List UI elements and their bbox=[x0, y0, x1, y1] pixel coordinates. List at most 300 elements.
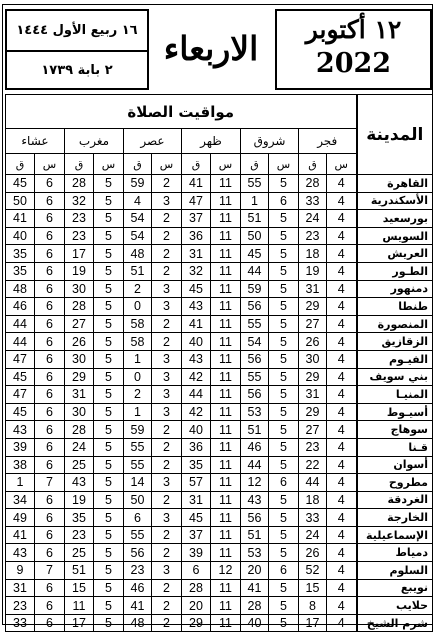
minute-cell: 28 bbox=[299, 175, 327, 193]
hour-cell: 4 bbox=[327, 403, 357, 421]
minute-cell: 41 bbox=[124, 597, 152, 615]
minute-cell: 6 bbox=[182, 562, 211, 580]
minute-cell: 53 bbox=[241, 403, 269, 421]
hour-cell: 7 bbox=[35, 474, 65, 492]
minute-cell: 0 bbox=[124, 298, 152, 316]
city-name: أسيـوط bbox=[357, 403, 433, 421]
minute-cell: 37 bbox=[182, 526, 211, 544]
table-row bbox=[6, 192, 433, 210]
hour-cell: 11 bbox=[211, 175, 241, 193]
table-row bbox=[6, 562, 433, 580]
minute-cell: 31 bbox=[6, 579, 35, 597]
hour-cell: 3 bbox=[152, 298, 182, 316]
minute-cell: 59 bbox=[241, 280, 269, 298]
prayer-header: عشاء bbox=[6, 129, 65, 154]
hour-cell: 6 bbox=[35, 315, 65, 333]
minute-cell: 15 bbox=[299, 579, 327, 597]
table-row bbox=[6, 579, 433, 597]
hour-cell: 6 bbox=[35, 245, 65, 263]
minute-cell: 49 bbox=[6, 509, 35, 527]
hour-cell: 5 bbox=[269, 262, 299, 280]
hour-cell: 4 bbox=[327, 597, 357, 615]
minute-cell: 44 bbox=[299, 474, 327, 492]
minute-cell: 20 bbox=[241, 562, 269, 580]
hour-cell: 3 bbox=[152, 509, 182, 527]
minute-cell: 19 bbox=[65, 491, 94, 509]
minute-cell: 56 bbox=[241, 386, 269, 404]
minute-cell: 28 bbox=[241, 597, 269, 615]
table-row bbox=[6, 509, 433, 527]
hour-cell: 3 bbox=[152, 192, 182, 210]
city-name: دمنهور bbox=[357, 280, 433, 298]
hour-cell: 5 bbox=[94, 368, 124, 386]
minute-cell: 43 bbox=[6, 421, 35, 439]
minute-cell: 31 bbox=[182, 491, 211, 509]
hour-cell: 5 bbox=[94, 386, 124, 404]
minute-cell: 40 bbox=[182, 421, 211, 439]
minute-cell: 55 bbox=[241, 368, 269, 386]
hour-cell: 6 bbox=[35, 509, 65, 527]
hour-cell: 2 bbox=[152, 438, 182, 456]
hour-cell: 5 bbox=[269, 333, 299, 351]
minute-cell: 47 bbox=[6, 386, 35, 404]
table-row bbox=[6, 175, 433, 193]
hour-cell: 5 bbox=[94, 298, 124, 316]
minute-cell: 25 bbox=[65, 456, 94, 474]
city-name: دمياط bbox=[357, 544, 433, 562]
hour-cell: 4 bbox=[327, 438, 357, 456]
table-row bbox=[6, 403, 433, 421]
minute-cell: 33 bbox=[6, 614, 35, 632]
hour-cell: 6 bbox=[35, 386, 65, 404]
minute-cell: 56 bbox=[241, 509, 269, 527]
minute-cell: 23 bbox=[6, 597, 35, 615]
hour-cell: 5 bbox=[94, 526, 124, 544]
hour-cell: 4 bbox=[327, 315, 357, 333]
minute-cell: 29 bbox=[299, 368, 327, 386]
hour-cell: 5 bbox=[94, 210, 124, 228]
hour-cell: 6 bbox=[35, 280, 65, 298]
minute-cell: 45 bbox=[182, 280, 211, 298]
hour-cell: 11 bbox=[211, 298, 241, 316]
table-row bbox=[6, 333, 433, 351]
minute-cell: 30 bbox=[65, 403, 94, 421]
hour-cell: 4 bbox=[327, 562, 357, 580]
city-name: طنطا bbox=[357, 298, 433, 316]
hour-cell: 11 bbox=[211, 403, 241, 421]
minute-cell: 28 bbox=[65, 421, 94, 439]
table-row bbox=[6, 227, 433, 245]
minute-cell: 26 bbox=[299, 333, 327, 351]
city-name: بورسعيد bbox=[357, 210, 433, 228]
minute-cell: 1 bbox=[241, 192, 269, 210]
hour-cell: 5 bbox=[94, 509, 124, 527]
hour-cell: 5 bbox=[94, 192, 124, 210]
hour-cell: 5 bbox=[269, 614, 299, 632]
hour-cell: 6 bbox=[35, 333, 65, 351]
minute-cell: 32 bbox=[65, 192, 94, 210]
table-row bbox=[6, 474, 433, 492]
hour-cell: 5 bbox=[269, 280, 299, 298]
hour-cell: 4 bbox=[327, 333, 357, 351]
city-name: القاهرة bbox=[357, 175, 433, 193]
minute-cell: 46 bbox=[6, 298, 35, 316]
hour-cell: 5 bbox=[269, 210, 299, 228]
hour-cell: 2 bbox=[152, 175, 182, 193]
table-row bbox=[6, 210, 433, 228]
minute-cell: 51 bbox=[241, 526, 269, 544]
table-row bbox=[6, 298, 433, 316]
hour-cell: 6 bbox=[35, 456, 65, 474]
hour-cell: 5 bbox=[94, 403, 124, 421]
hour-cell: 4 bbox=[327, 227, 357, 245]
hour-cell: 5 bbox=[94, 474, 124, 492]
hour-cell: 6 bbox=[35, 544, 65, 562]
minute-cell: 54 bbox=[241, 333, 269, 351]
minute-cell: 19 bbox=[65, 262, 94, 280]
city-name: الطـور bbox=[357, 262, 433, 280]
minute-cell: 54 bbox=[124, 210, 152, 228]
minute-cell: 39 bbox=[6, 438, 35, 456]
minute-cell: 56 bbox=[241, 350, 269, 368]
minute-cell: 55 bbox=[124, 456, 152, 474]
minute-cell: 59 bbox=[124, 175, 152, 193]
table-title: مواقيت الصلاة bbox=[6, 95, 357, 129]
minute-cell: 33 bbox=[299, 192, 327, 210]
minute-cell: 9 bbox=[6, 562, 35, 580]
prayer-header: ظهر bbox=[182, 129, 241, 154]
minute-unit-header: ق bbox=[182, 154, 211, 175]
hour-cell: 5 bbox=[94, 614, 124, 632]
minute-cell: 45 bbox=[241, 245, 269, 263]
hour-cell: 5 bbox=[269, 350, 299, 368]
hour-cell: 5 bbox=[94, 315, 124, 333]
minute-cell: 44 bbox=[241, 456, 269, 474]
hour-cell: 4 bbox=[327, 386, 357, 404]
hour-cell: 2 bbox=[152, 579, 182, 597]
city-name: شرم الشيخ bbox=[357, 614, 433, 632]
hour-cell: 5 bbox=[269, 298, 299, 316]
hour-cell: 2 bbox=[152, 333, 182, 351]
table-row bbox=[6, 614, 433, 632]
hour-cell: 2 bbox=[152, 526, 182, 544]
hour-cell: 2 bbox=[152, 421, 182, 439]
hour-cell: 11 bbox=[211, 509, 241, 527]
hour-cell: 6 bbox=[35, 597, 65, 615]
hour-cell: 5 bbox=[94, 421, 124, 439]
hour-cell: 11 bbox=[211, 597, 241, 615]
minute-cell: 41 bbox=[241, 579, 269, 597]
hour-cell: 5 bbox=[269, 544, 299, 562]
hour-cell: 5 bbox=[269, 421, 299, 439]
hour-cell: 11 bbox=[211, 456, 241, 474]
hour-unit-header: س bbox=[327, 154, 357, 175]
minute-cell: 6 bbox=[124, 509, 152, 527]
minute-cell: 41 bbox=[182, 315, 211, 333]
hour-cell: 4 bbox=[327, 280, 357, 298]
hour-cell: 6 bbox=[35, 403, 65, 421]
hour-cell: 4 bbox=[327, 491, 357, 509]
minute-cell: 40 bbox=[6, 227, 35, 245]
hour-cell: 2 bbox=[152, 210, 182, 228]
minute-cell: 35 bbox=[6, 262, 35, 280]
minute-cell: 46 bbox=[124, 579, 152, 597]
minute-cell: 35 bbox=[6, 245, 35, 263]
minute-cell: 47 bbox=[182, 192, 211, 210]
hour-cell: 5 bbox=[94, 245, 124, 263]
hour-cell: 2 bbox=[152, 597, 182, 615]
hour-cell: 2 bbox=[152, 456, 182, 474]
minute-cell: 29 bbox=[299, 298, 327, 316]
minute-unit-header: ق bbox=[124, 154, 152, 175]
minute-cell: 28 bbox=[65, 175, 94, 193]
hour-cell: 2 bbox=[152, 227, 182, 245]
city-name: العريش bbox=[357, 245, 433, 263]
hour-cell: 6 bbox=[35, 262, 65, 280]
hour-cell: 4 bbox=[327, 350, 357, 368]
minute-cell: 43 bbox=[6, 544, 35, 562]
hour-cell: 11 bbox=[211, 245, 241, 263]
hour-cell: 4 bbox=[327, 368, 357, 386]
minute-cell: 51 bbox=[124, 262, 152, 280]
table-row bbox=[6, 438, 433, 456]
hour-cell: 5 bbox=[269, 491, 299, 509]
minute-cell: 17 bbox=[65, 245, 94, 263]
minute-cell: 51 bbox=[241, 210, 269, 228]
minute-cell: 31 bbox=[299, 280, 327, 298]
minute-cell: 45 bbox=[182, 509, 211, 527]
table-row bbox=[6, 350, 433, 368]
hour-cell: 4 bbox=[327, 175, 357, 193]
gregorian-year: 2022 bbox=[315, 48, 392, 79]
minute-cell: 43 bbox=[182, 350, 211, 368]
minute-cell: 44 bbox=[6, 315, 35, 333]
minute-cell: 45 bbox=[6, 175, 35, 193]
hour-cell: 4 bbox=[327, 579, 357, 597]
minute-cell: 29 bbox=[299, 403, 327, 421]
minute-cell: 18 bbox=[299, 245, 327, 263]
city-name: سوهاج bbox=[357, 421, 433, 439]
minute-cell: 18 bbox=[299, 491, 327, 509]
hour-cell: 11 bbox=[211, 438, 241, 456]
minute-cell: 41 bbox=[182, 175, 211, 193]
city-name: الغردقة bbox=[357, 491, 433, 509]
table-row bbox=[6, 456, 433, 474]
hour-unit-header: س bbox=[152, 154, 182, 175]
table-row bbox=[6, 245, 433, 263]
hour-cell: 5 bbox=[269, 368, 299, 386]
hour-cell: 6 bbox=[35, 298, 65, 316]
city-name: الأسكندرية bbox=[357, 192, 433, 210]
table-row bbox=[6, 421, 433, 439]
hour-cell: 11 bbox=[211, 350, 241, 368]
hour-cell: 5 bbox=[94, 350, 124, 368]
hour-cell: 4 bbox=[327, 262, 357, 280]
minute-cell: 41 bbox=[6, 210, 35, 228]
minute-cell: 38 bbox=[6, 456, 35, 474]
minute-cell: 2 bbox=[124, 386, 152, 404]
hour-cell: 5 bbox=[269, 403, 299, 421]
hour-cell: 6 bbox=[35, 350, 65, 368]
hijri-date: ١٦ ربيع الأول ١٤٤٤ bbox=[7, 11, 147, 52]
hour-cell: 5 bbox=[269, 245, 299, 263]
minute-cell: 23 bbox=[299, 227, 327, 245]
hour-cell: 5 bbox=[94, 262, 124, 280]
hour-cell: 5 bbox=[269, 579, 299, 597]
table-row bbox=[6, 597, 433, 615]
minute-cell: 14 bbox=[124, 474, 152, 492]
hour-cell: 5 bbox=[269, 509, 299, 527]
hour-cell: 5 bbox=[94, 456, 124, 474]
minute-cell: 24 bbox=[299, 526, 327, 544]
table-row bbox=[6, 262, 433, 280]
minute-cell: 56 bbox=[241, 298, 269, 316]
city-name: المنيـا bbox=[357, 386, 433, 404]
minute-cell: 22 bbox=[299, 456, 327, 474]
hour-cell: 4 bbox=[327, 245, 357, 263]
minute-cell: 29 bbox=[65, 368, 94, 386]
hour-cell: 11 bbox=[211, 526, 241, 544]
minute-cell: 40 bbox=[182, 333, 211, 351]
minute-cell: 25 bbox=[65, 544, 94, 562]
minute-cell: 8 bbox=[299, 597, 327, 615]
gregorian-date-box bbox=[275, 9, 432, 90]
minute-cell: 17 bbox=[65, 614, 94, 632]
hour-cell: 4 bbox=[327, 298, 357, 316]
minute-cell: 51 bbox=[241, 421, 269, 439]
hour-cell: 4 bbox=[327, 421, 357, 439]
city-name: السويس bbox=[357, 227, 433, 245]
hour-cell: 2 bbox=[152, 262, 182, 280]
hour-cell: 11 bbox=[211, 262, 241, 280]
minute-cell: 55 bbox=[241, 315, 269, 333]
city-name: الفيـوم bbox=[357, 350, 433, 368]
prayer-header: شروق bbox=[241, 129, 299, 154]
hour-cell: 11 bbox=[211, 315, 241, 333]
table-row bbox=[6, 280, 433, 298]
hour-cell: 6 bbox=[35, 368, 65, 386]
hour-cell: 5 bbox=[269, 227, 299, 245]
hour-cell: 5 bbox=[269, 597, 299, 615]
minute-cell: 56 bbox=[124, 544, 152, 562]
minute-cell: 45 bbox=[6, 368, 35, 386]
city-name: حلايب bbox=[357, 597, 433, 615]
city-column-header: المدينة bbox=[357, 95, 433, 175]
hour-cell: 6 bbox=[269, 562, 299, 580]
minute-cell: 46 bbox=[241, 438, 269, 456]
minute-cell: 44 bbox=[241, 262, 269, 280]
minute-cell: 30 bbox=[65, 280, 94, 298]
minute-cell: 53 bbox=[241, 544, 269, 562]
minute-cell: 34 bbox=[6, 491, 35, 509]
weekday: الاربعاء bbox=[163, 29, 259, 68]
hour-cell: 2 bbox=[152, 315, 182, 333]
minute-cell: 42 bbox=[182, 403, 211, 421]
hour-cell: 2 bbox=[152, 491, 182, 509]
city-name: نويبع bbox=[357, 579, 433, 597]
hour-unit-header: س bbox=[269, 154, 299, 175]
hour-cell: 5 bbox=[94, 491, 124, 509]
hour-cell: 11 bbox=[211, 227, 241, 245]
hour-unit-header: س bbox=[35, 154, 65, 175]
hour-cell: 4 bbox=[327, 544, 357, 562]
hour-cell: 2 bbox=[152, 245, 182, 263]
prayer-header: فجر bbox=[299, 129, 357, 154]
prayer-times-table bbox=[5, 94, 433, 632]
minute-unit-header: ق bbox=[65, 154, 94, 175]
hour-cell: 6 bbox=[35, 192, 65, 210]
hour-cell: 7 bbox=[35, 562, 65, 580]
hour-cell: 5 bbox=[94, 562, 124, 580]
minute-cell: 31 bbox=[65, 386, 94, 404]
hour-cell: 11 bbox=[211, 386, 241, 404]
hour-cell: 3 bbox=[152, 474, 182, 492]
hour-cell: 6 bbox=[269, 474, 299, 492]
minute-cell: 24 bbox=[299, 210, 327, 228]
hour-cell: 5 bbox=[269, 175, 299, 193]
minute-cell: 48 bbox=[6, 280, 35, 298]
minute-cell: 27 bbox=[299, 421, 327, 439]
minute-cell: 55 bbox=[124, 438, 152, 456]
hour-cell: 3 bbox=[152, 368, 182, 386]
hour-cell: 5 bbox=[94, 579, 124, 597]
minute-cell: 54 bbox=[124, 227, 152, 245]
hour-cell: 3 bbox=[152, 280, 182, 298]
hour-cell: 6 bbox=[269, 192, 299, 210]
minute-cell: 1 bbox=[6, 474, 35, 492]
city-name: المنصورة bbox=[357, 315, 433, 333]
minute-cell: 31 bbox=[182, 245, 211, 263]
minute-cell: 27 bbox=[299, 315, 327, 333]
table-row bbox=[6, 526, 433, 544]
minute-cell: 27 bbox=[65, 315, 94, 333]
minute-cell: 32 bbox=[182, 262, 211, 280]
hour-cell: 11 bbox=[211, 491, 241, 509]
minute-cell: 23 bbox=[299, 438, 327, 456]
minute-cell: 37 bbox=[182, 210, 211, 228]
hour-cell: 3 bbox=[152, 350, 182, 368]
minute-cell: 39 bbox=[182, 544, 211, 562]
minute-cell: 24 bbox=[65, 438, 94, 456]
hour-cell: 6 bbox=[35, 421, 65, 439]
minute-cell: 55 bbox=[124, 526, 152, 544]
prayer-header: عصر bbox=[124, 129, 182, 154]
prayer-header: مغرب bbox=[65, 129, 124, 154]
minute-cell: 0 bbox=[124, 368, 152, 386]
minute-cell: 4 bbox=[124, 192, 152, 210]
minute-cell: 23 bbox=[65, 227, 94, 245]
hour-cell: 4 bbox=[327, 210, 357, 228]
minute-cell: 43 bbox=[241, 491, 269, 509]
minute-cell: 1 bbox=[124, 350, 152, 368]
minute-cell: 51 bbox=[65, 562, 94, 580]
minute-cell: 48 bbox=[124, 614, 152, 632]
minute-cell: 50 bbox=[6, 192, 35, 210]
hour-cell: 12 bbox=[211, 562, 241, 580]
table-row bbox=[6, 491, 433, 509]
minute-cell: 30 bbox=[65, 350, 94, 368]
hour-cell: 6 bbox=[35, 614, 65, 632]
minute-cell: 43 bbox=[182, 298, 211, 316]
minute-cell: 40 bbox=[241, 614, 269, 632]
minute-cell: 1 bbox=[124, 403, 152, 421]
table-row bbox=[6, 386, 433, 404]
hour-cell: 5 bbox=[269, 315, 299, 333]
hour-cell: 6 bbox=[35, 526, 65, 544]
hour-cell: 6 bbox=[35, 210, 65, 228]
hour-cell: 4 bbox=[327, 474, 357, 492]
minute-cell: 31 bbox=[299, 386, 327, 404]
